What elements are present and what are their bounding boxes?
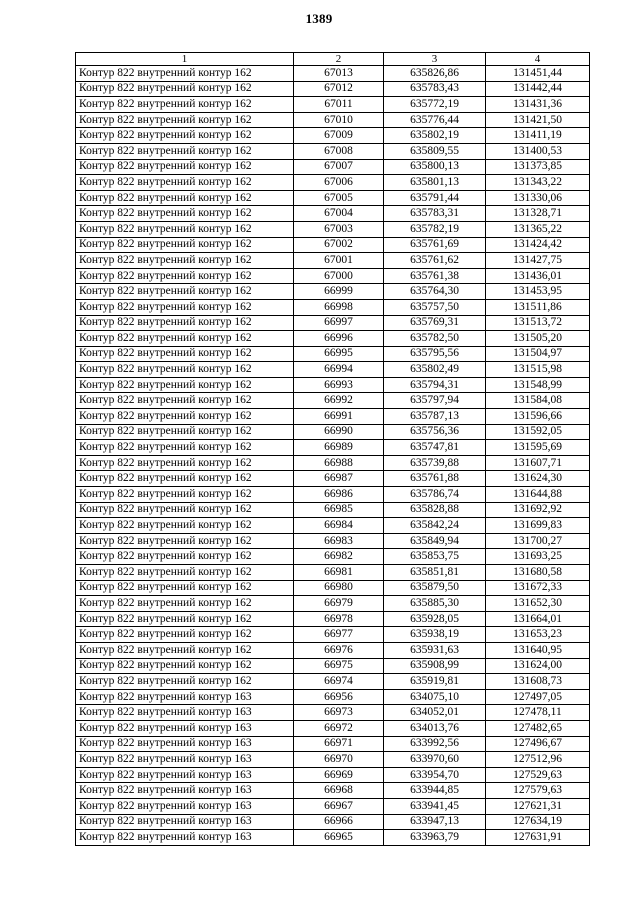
- table-row: [76, 596, 590, 612]
- point-id-cell: 67000: [294, 268, 384, 284]
- point-id-cell: 66967: [294, 798, 384, 814]
- contour-name-cell: Контур 822 внутренний контур 162: [76, 455, 294, 471]
- table-row: [76, 128, 590, 144]
- table-row: [76, 814, 590, 830]
- table-row: [76, 611, 590, 627]
- coordinates-table: [75, 52, 590, 846]
- point-id-cell: 67003: [294, 221, 384, 237]
- coord-y-cell: 131653,23: [486, 627, 590, 643]
- coord-x-cell: 635931,63: [384, 642, 486, 658]
- contour-name-cell: Контур 822 внутренний контур 162: [76, 315, 294, 331]
- point-id-cell: 66975: [294, 658, 384, 674]
- coord-y-cell: 131596,66: [486, 409, 590, 425]
- coord-x-cell: 635783,31: [384, 206, 486, 222]
- contour-name-cell: Контур 822 внутренний контур 162: [76, 221, 294, 237]
- contour-name-cell: Контур 822 внутренний контур 162: [76, 377, 294, 393]
- coord-x-cell: 633947,13: [384, 814, 486, 830]
- coord-x-cell: 633941,45: [384, 798, 486, 814]
- contour-name-cell: Контур 822 внутренний контур 162: [76, 518, 294, 534]
- contour-name-cell: Контур 822 внутренний контур 162: [76, 97, 294, 113]
- coord-x-cell: 633954,70: [384, 767, 486, 783]
- contour-name-cell: Контур 822 внутренний контур 162: [76, 409, 294, 425]
- coord-x-cell: 633992,56: [384, 736, 486, 752]
- coord-y-cell: 131504,97: [486, 346, 590, 362]
- contour-name-cell: Контур 822 внутренний контур 162: [76, 362, 294, 378]
- coord-x-cell: 635769,31: [384, 315, 486, 331]
- point-id-cell: 66970: [294, 752, 384, 768]
- point-id-cell: 67011: [294, 97, 384, 113]
- contour-name-cell: Контур 822 внутренний контур 162: [76, 487, 294, 503]
- table-row: [76, 175, 590, 191]
- contour-name-cell: Контур 822 внутренний контур 162: [76, 533, 294, 549]
- table-row: [76, 720, 590, 736]
- coord-y-cell: 131700,27: [486, 533, 590, 549]
- point-id-cell: 66997: [294, 315, 384, 331]
- contour-name-cell: Контур 822 внутренний контур 162: [76, 440, 294, 456]
- point-id-cell: 67002: [294, 237, 384, 253]
- contour-name-cell: Контур 822 внутренний контур 162: [76, 331, 294, 347]
- point-id-cell: 66982: [294, 549, 384, 565]
- contour-name-cell: Контур 822 внутренний контур 163: [76, 798, 294, 814]
- coord-y-cell: 127529,63: [486, 767, 590, 783]
- coord-y-cell: 127634,19: [486, 814, 590, 830]
- coord-x-cell: 635849,94: [384, 533, 486, 549]
- table-row: [76, 81, 590, 97]
- column-header-3: 3: [384, 53, 486, 66]
- coord-y-cell: 131584,08: [486, 393, 590, 409]
- coord-x-cell: 635794,31: [384, 377, 486, 393]
- point-id-cell: 66971: [294, 736, 384, 752]
- contour-name-cell: Контур 822 внутренний контур 162: [76, 159, 294, 175]
- table-row: [76, 190, 590, 206]
- coord-y-cell: 131608,73: [486, 674, 590, 690]
- coord-y-cell: 127478,11: [486, 705, 590, 721]
- coord-y-cell: 127497,05: [486, 689, 590, 705]
- table-row: [76, 705, 590, 721]
- coord-x-cell: 635761,69: [384, 237, 486, 253]
- coord-y-cell: 131592,05: [486, 424, 590, 440]
- contour-name-cell: Контур 822 внутренний контур 162: [76, 112, 294, 128]
- point-id-cell: 66984: [294, 518, 384, 534]
- point-id-cell: 67006: [294, 175, 384, 191]
- coord-y-cell: 131411,19: [486, 128, 590, 144]
- coord-x-cell: 635787,13: [384, 409, 486, 425]
- point-id-cell: 66985: [294, 502, 384, 518]
- table-row: [76, 455, 590, 471]
- coord-x-cell: 635828,88: [384, 502, 486, 518]
- point-id-cell: 67013: [294, 66, 384, 82]
- coord-x-cell: 635842,24: [384, 518, 486, 534]
- contour-name-cell: Контур 822 внутренний контур 163: [76, 736, 294, 752]
- point-id-cell: 66965: [294, 830, 384, 846]
- coord-y-cell: 131680,58: [486, 565, 590, 581]
- contour-name-cell: Контур 822 внутренний контур 163: [76, 783, 294, 799]
- point-id-cell: 66981: [294, 565, 384, 581]
- contour-name-cell: Контур 822 внутренний контур 162: [76, 611, 294, 627]
- coord-y-cell: 131515,98: [486, 362, 590, 378]
- table-row: [76, 393, 590, 409]
- contour-name-cell: Контур 822 внутренний контур 162: [76, 81, 294, 97]
- coord-y-cell: 127512,96: [486, 752, 590, 768]
- table-row: [76, 627, 590, 643]
- contour-name-cell: Контур 822 внутренний контур 162: [76, 253, 294, 269]
- point-id-cell: 66969: [294, 767, 384, 783]
- coord-x-cell: 635761,38: [384, 268, 486, 284]
- coord-x-cell: 635802,19: [384, 128, 486, 144]
- coord-y-cell: 131607,71: [486, 455, 590, 471]
- contour-name-cell: Контур 822 внутренний контур 162: [76, 674, 294, 690]
- point-id-cell: 66983: [294, 533, 384, 549]
- table-row: [76, 440, 590, 456]
- coord-y-cell: 131424,42: [486, 237, 590, 253]
- table-row: [76, 518, 590, 534]
- page-number: 1389: [305, 11, 333, 26]
- contour-name-cell: Контур 822 внутренний контур 162: [76, 190, 294, 206]
- coord-y-cell: 131431,36: [486, 97, 590, 113]
- table-row: [76, 206, 590, 222]
- point-id-cell: 66973: [294, 705, 384, 721]
- column-header-2: 2: [294, 53, 384, 66]
- coord-x-cell: 633970,60: [384, 752, 486, 768]
- point-id-cell: 66990: [294, 424, 384, 440]
- table-row: [76, 533, 590, 549]
- coord-x-cell: 634075,10: [384, 689, 486, 705]
- contour-name-cell: Контур 822 внутренний контур 162: [76, 658, 294, 674]
- coord-x-cell: 635761,88: [384, 471, 486, 487]
- table-row: [76, 565, 590, 581]
- contour-name-cell: Контур 822 внутренний контур 162: [76, 284, 294, 300]
- contour-name-cell: Контур 822 внутренний контур 163: [76, 814, 294, 830]
- table-row: [76, 237, 590, 253]
- coord-x-cell: 635739,88: [384, 455, 486, 471]
- coord-y-cell: 127496,67: [486, 736, 590, 752]
- table-body: [76, 66, 590, 846]
- point-id-cell: 66986: [294, 487, 384, 503]
- column-header-4: 4: [486, 53, 590, 66]
- coord-x-cell: 635802,49: [384, 362, 486, 378]
- point-id-cell: 66972: [294, 720, 384, 736]
- point-id-cell: 66992: [294, 393, 384, 409]
- point-id-cell: 66998: [294, 299, 384, 315]
- coord-y-cell: 131548,99: [486, 377, 590, 393]
- point-id-cell: 66988: [294, 455, 384, 471]
- coord-y-cell: 131652,30: [486, 596, 590, 612]
- table-row: [76, 66, 590, 82]
- table-row: [76, 331, 590, 347]
- contour-name-cell: Контур 822 внутренний контур 162: [76, 596, 294, 612]
- table-row: [76, 284, 590, 300]
- coord-y-cell: 127482,65: [486, 720, 590, 736]
- coord-y-cell: 131427,75: [486, 253, 590, 269]
- contour-name-cell: Контур 822 внутренний контур 163: [76, 689, 294, 705]
- coord-x-cell: 635908,99: [384, 658, 486, 674]
- coord-y-cell: 131365,22: [486, 221, 590, 237]
- contour-name-cell: Контур 822 внутренний контур 162: [76, 237, 294, 253]
- coord-x-cell: 635795,56: [384, 346, 486, 362]
- contour-name-cell: Контур 822 внутренний контур 162: [76, 627, 294, 643]
- contour-name-cell: Контур 822 внутренний контур 162: [76, 268, 294, 284]
- contour-name-cell: Контур 822 внутренний контур 162: [76, 175, 294, 191]
- contour-name-cell: Контур 822 внутренний контур 162: [76, 66, 294, 82]
- coord-x-cell: 635797,94: [384, 393, 486, 409]
- table-row: [76, 767, 590, 783]
- table-row: [76, 299, 590, 315]
- contour-name-cell: Контур 822 внутренний контур 162: [76, 128, 294, 144]
- coord-x-cell: 635756,36: [384, 424, 486, 440]
- contour-name-cell: Контур 822 внутренний контур 162: [76, 424, 294, 440]
- point-id-cell: 66978: [294, 611, 384, 627]
- table-row: [76, 97, 590, 113]
- coord-x-cell: 635853,75: [384, 549, 486, 565]
- point-id-cell: 67012: [294, 81, 384, 97]
- coord-y-cell: 131400,53: [486, 143, 590, 159]
- coord-x-cell: 635879,50: [384, 580, 486, 596]
- coord-y-cell: 131672,33: [486, 580, 590, 596]
- contour-name-cell: Контур 822 внутренний контур 162: [76, 393, 294, 409]
- point-id-cell: 67010: [294, 112, 384, 128]
- coord-y-cell: 131373,85: [486, 159, 590, 175]
- coord-x-cell: 633944,85: [384, 783, 486, 799]
- coord-x-cell: 634052,01: [384, 705, 486, 721]
- column-header-1: 1: [76, 53, 294, 66]
- coord-y-cell: 131640,95: [486, 642, 590, 658]
- contour-name-cell: Контур 822 внутренний контур 163: [76, 767, 294, 783]
- coord-x-cell: 635801,13: [384, 175, 486, 191]
- coord-x-cell: 635782,19: [384, 221, 486, 237]
- contour-name-cell: Контур 822 внутренний контур 162: [76, 580, 294, 596]
- coord-x-cell: 635786,74: [384, 487, 486, 503]
- contour-name-cell: Контур 822 внутренний контур 162: [76, 206, 294, 222]
- table-row: [76, 143, 590, 159]
- table-row: [76, 783, 590, 799]
- table-row: [76, 798, 590, 814]
- table-row: [76, 159, 590, 175]
- coord-y-cell: 131442,44: [486, 81, 590, 97]
- coord-y-cell: 131692,92: [486, 502, 590, 518]
- point-id-cell: 66956: [294, 689, 384, 705]
- point-id-cell: 66987: [294, 471, 384, 487]
- point-id-cell: 67004: [294, 206, 384, 222]
- coord-y-cell: 131624,30: [486, 471, 590, 487]
- point-id-cell: 66966: [294, 814, 384, 830]
- point-id-cell: 66991: [294, 409, 384, 425]
- coord-x-cell: 635826,86: [384, 66, 486, 82]
- point-id-cell: 66994: [294, 362, 384, 378]
- table-header-row: [76, 53, 590, 66]
- contour-name-cell: Контур 822 внутренний контур 163: [76, 752, 294, 768]
- coord-x-cell: 635747,81: [384, 440, 486, 456]
- coord-x-cell: 635783,43: [384, 81, 486, 97]
- coord-y-cell: 131644,88: [486, 487, 590, 503]
- point-id-cell: 66989: [294, 440, 384, 456]
- coord-x-cell: 635761,62: [384, 253, 486, 269]
- coord-x-cell: 634013,76: [384, 720, 486, 736]
- coord-y-cell: 131513,72: [486, 315, 590, 331]
- point-id-cell: 67008: [294, 143, 384, 159]
- point-id-cell: 66996: [294, 331, 384, 347]
- table-row: [76, 830, 590, 846]
- coord-y-cell: 127621,31: [486, 798, 590, 814]
- coord-x-cell: 635772,19: [384, 97, 486, 113]
- point-id-cell: 66995: [294, 346, 384, 362]
- coord-y-cell: 131511,86: [486, 299, 590, 315]
- coord-y-cell: 131693,25: [486, 549, 590, 565]
- point-id-cell: 67007: [294, 159, 384, 175]
- coord-x-cell: 635851,81: [384, 565, 486, 581]
- coord-x-cell: 635776,44: [384, 112, 486, 128]
- table-row: [76, 642, 590, 658]
- contour-name-cell: Контур 822 внутренний контур 162: [76, 549, 294, 565]
- coord-x-cell: 635782,50: [384, 331, 486, 347]
- contour-name-cell: Контур 822 внутренний контур 162: [76, 143, 294, 159]
- coord-x-cell: 635938,19: [384, 627, 486, 643]
- table-row: [76, 362, 590, 378]
- coord-y-cell: 131453,95: [486, 284, 590, 300]
- point-id-cell: 66968: [294, 783, 384, 799]
- table-row: [76, 409, 590, 425]
- table-row: [76, 315, 590, 331]
- coord-y-cell: 131328,71: [486, 206, 590, 222]
- coord-y-cell: 131595,69: [486, 440, 590, 456]
- coord-x-cell: 633963,79: [384, 830, 486, 846]
- table-row: [76, 752, 590, 768]
- point-id-cell: 66979: [294, 596, 384, 612]
- contour-name-cell: Контур 822 внутренний контур 162: [76, 299, 294, 315]
- contour-name-cell: Контур 822 внутренний контур 163: [76, 830, 294, 846]
- contour-name-cell: Контур 822 внутренний контур 162: [76, 471, 294, 487]
- point-id-cell: 66999: [294, 284, 384, 300]
- coord-y-cell: 131330,06: [486, 190, 590, 206]
- table-row: [76, 658, 590, 674]
- coord-x-cell: 635928,05: [384, 611, 486, 627]
- table-row: [76, 112, 590, 128]
- contour-name-cell: Контур 822 внутренний контур 162: [76, 642, 294, 658]
- point-id-cell: 67009: [294, 128, 384, 144]
- coord-y-cell: 131421,50: [486, 112, 590, 128]
- table-row: [76, 549, 590, 565]
- point-id-cell: 67001: [294, 253, 384, 269]
- coord-x-cell: 635764,30: [384, 284, 486, 300]
- point-id-cell: 66977: [294, 627, 384, 643]
- point-id-cell: 66980: [294, 580, 384, 596]
- table-row: [76, 377, 590, 393]
- coord-y-cell: 131624,00: [486, 658, 590, 674]
- table-row: [76, 268, 590, 284]
- coord-y-cell: 131451,44: [486, 66, 590, 82]
- table-row: [76, 736, 590, 752]
- table-row: [76, 502, 590, 518]
- contour-name-cell: Контур 822 внутренний контур 163: [76, 720, 294, 736]
- coord-y-cell: 131699,83: [486, 518, 590, 534]
- coord-y-cell: 131436,01: [486, 268, 590, 284]
- contour-name-cell: Контур 822 внутренний контур 162: [76, 565, 294, 581]
- table-row: [76, 253, 590, 269]
- table-row: [76, 221, 590, 237]
- coord-y-cell: 131664,01: [486, 611, 590, 627]
- coord-x-cell: 635757,50: [384, 299, 486, 315]
- table-row: [76, 424, 590, 440]
- point-id-cell: 66993: [294, 377, 384, 393]
- coord-x-cell: 635885,30: [384, 596, 486, 612]
- contour-name-cell: Контур 822 внутренний контур 162: [76, 346, 294, 362]
- table-row: [76, 580, 590, 596]
- coord-y-cell: 127579,63: [486, 783, 590, 799]
- point-id-cell: 67005: [294, 190, 384, 206]
- contour-name-cell: Контур 822 внутренний контур 162: [76, 502, 294, 518]
- table-row: [76, 689, 590, 705]
- point-id-cell: 66976: [294, 642, 384, 658]
- coord-x-cell: 635791,44: [384, 190, 486, 206]
- contour-name-cell: Контур 822 внутренний контур 163: [76, 705, 294, 721]
- coord-y-cell: 131343,22: [486, 175, 590, 191]
- table-row: [76, 674, 590, 690]
- point-id-cell: 66974: [294, 674, 384, 690]
- coord-x-cell: 635809,55: [384, 143, 486, 159]
- table-row: [76, 346, 590, 362]
- coord-x-cell: 635919,81: [384, 674, 486, 690]
- coord-y-cell: 127631,91: [486, 830, 590, 846]
- table-row: [76, 471, 590, 487]
- coord-x-cell: 635800,13: [384, 159, 486, 175]
- coord-y-cell: 131505,20: [486, 331, 590, 347]
- table-row: [76, 487, 590, 503]
